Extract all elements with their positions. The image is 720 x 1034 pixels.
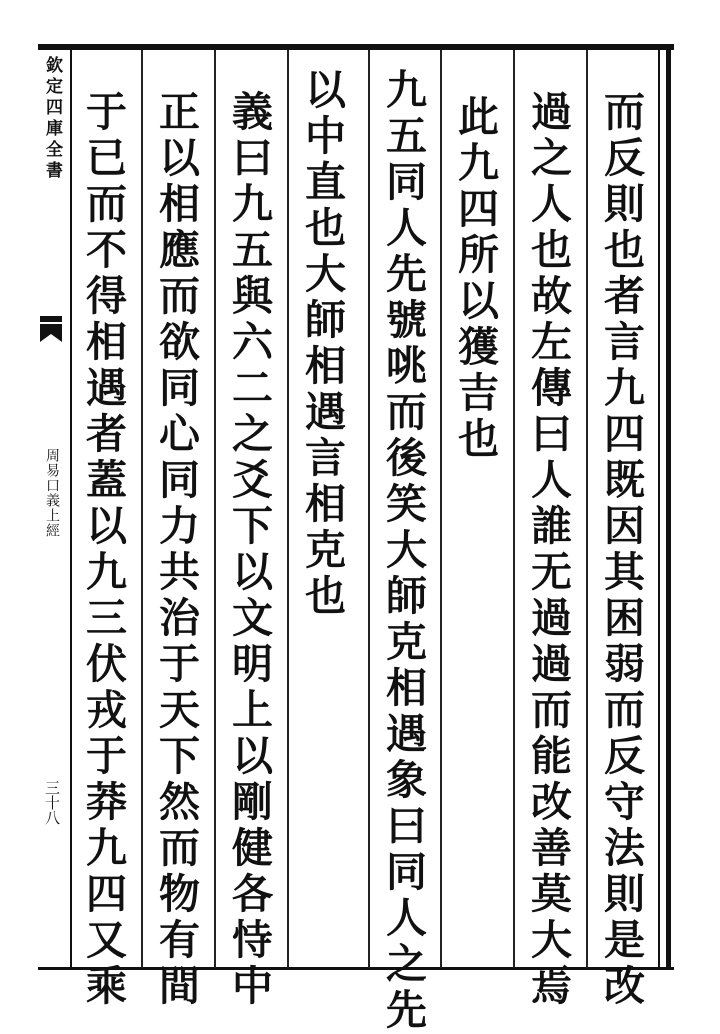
margin-page-number: 三十八 (43, 780, 61, 825)
column-divider (586, 50, 588, 968)
right-border (666, 44, 671, 970)
column-divider (368, 50, 370, 968)
left-border (70, 48, 72, 968)
text-column: 正以相應而欲同心同力共治于天下然而物有間 (152, 90, 200, 1010)
right-inner-border (658, 48, 660, 968)
margin-header: 欽定四庫全書 (42, 56, 62, 182)
column-divider (513, 50, 515, 968)
text-column: 此九四所以獲吉也 (451, 95, 499, 463)
text-column: 九五同人先號咷而後笑大師克相遇象曰同人之先 (379, 68, 427, 1034)
text-column: 以中直也大師相遇言相克也 (298, 68, 346, 620)
column-divider (440, 50, 442, 968)
fish-tail-mark (40, 316, 62, 342)
margin-book-title: 周易口義上經 (44, 448, 60, 538)
column-divider (141, 50, 143, 968)
text-column: 過之人也故左傳曰人誰无過過而能改善莫大焉 (524, 90, 572, 1010)
column-divider (214, 50, 216, 968)
bottom-border (38, 967, 674, 970)
text-column: 而反則也者言九四既因其困弱而反守法則是改 (597, 90, 645, 1010)
top-border (38, 44, 674, 50)
column-divider (287, 50, 289, 968)
text-column: 于已而不得相遇者蓋以九三伏戎于莽九四又乘 (79, 90, 127, 1010)
text-column: 義曰九五與六二之爻下以文明上以剛健各恃中 (225, 90, 273, 1010)
